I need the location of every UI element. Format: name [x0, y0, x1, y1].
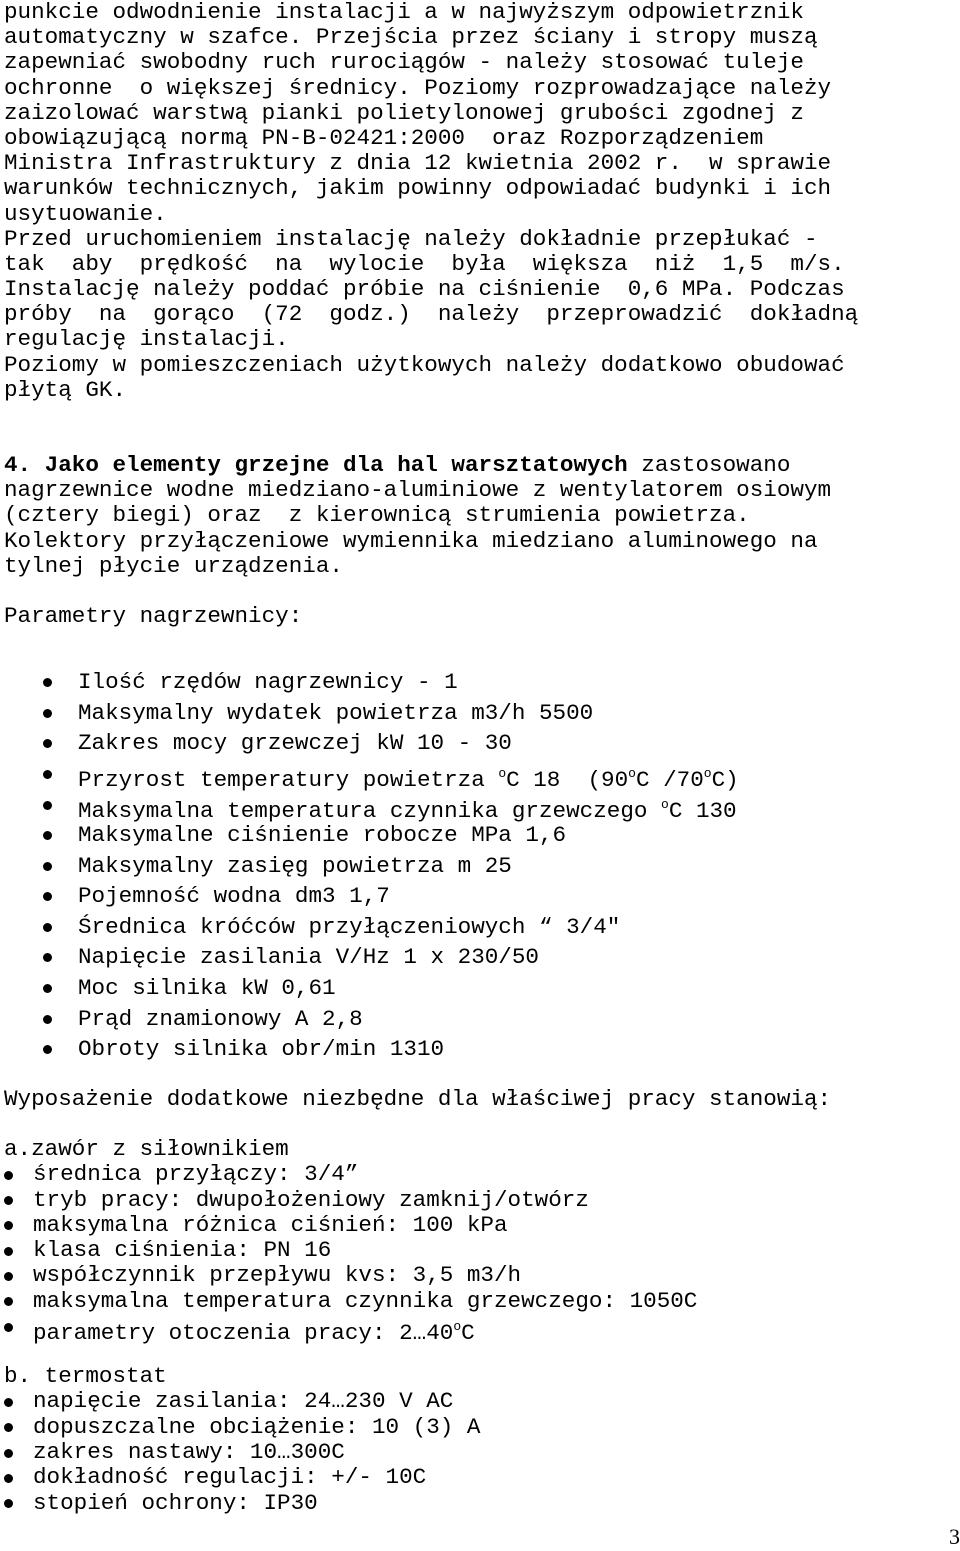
text-line: (cztery biegi) oraz z kierownicą strumienia powietrza. [4, 502, 750, 529]
params-list [4, 667, 956, 1065]
list-item: zakres nastawy: 10…300C [4, 1440, 956, 1465]
bullet-icon [43, 709, 52, 718]
list-item: Obroty silnika obr/min 1310 [4, 1034, 956, 1065]
text-line: tylnej płycie urządzenia. [4, 552, 343, 579]
list-item: maksymalna temperatura czynnika grzewczego: 1050C [4, 1289, 956, 1314]
text-line: warunków technicznych, jakim powinny odpowiadać budynki i ich [4, 175, 832, 202]
list-item: Zakres mocy grzewczej kW 10 - 30 [4, 728, 956, 759]
intro-paragraph [4, 0, 956, 403]
list-item: napięcie zasilania: 24…230 V AC [4, 1389, 956, 1414]
bullet-icon [43, 770, 52, 779]
bullet-icon [43, 831, 52, 840]
section-4-heading-line [4, 453, 956, 478]
equipment-heading: Wyposażenie dodatkowe niezbędne dla właściwej pracy stanowią: [4, 1085, 832, 1112]
bullet-icon [4, 1272, 13, 1281]
bullet-icon [43, 923, 52, 932]
thermostat-title: b. termostat [4, 1363, 167, 1390]
bullet-icon [4, 1323, 13, 1332]
bullet-icon [43, 1015, 52, 1024]
section-4 [4, 453, 956, 579]
list-item: Maksymalna temperatura czynnika grzewczego $^o$C 130 [4, 790, 956, 821]
text-line: płytą GK. [4, 376, 127, 403]
list-item: Przyrost temperatury powietrza $^o$C 18 (90$^o$C /70$^o$C) [4, 759, 956, 790]
document-page [4, 0, 956, 1516]
bullet-icon [4, 1221, 13, 1230]
text-line: zaizolować warstwą pianki polietylonowej grubości zgodnej z [4, 99, 804, 126]
text-line: punkcie odwodnienie instalacji a w najwyższym odpowietrznik [4, 0, 804, 25]
text-line: Ministra Infrastruktury z dnia 12 kwietnia 2002 r. w sprawie [4, 150, 832, 177]
bullet-icon [4, 1398, 13, 1407]
bullet-icon [4, 1297, 13, 1306]
text-line: Przed uruchomieniem instalację należy dokładnie przepłukać - [4, 225, 818, 252]
list-item: Napięcie zasilania V/Hz 1 x 230/50 [4, 942, 956, 973]
list-item: dopuszczalne obciążenie: 10 (3) A [4, 1415, 956, 1440]
list-item: Ilość rzędów nagrzewnicy - 1 [4, 667, 956, 698]
bullet-icon [43, 801, 52, 810]
bullet-icon [4, 1449, 13, 1458]
list-item: dokładność regulacji: +/- 10C [4, 1465, 956, 1490]
list-item: Maksymalne ciśnienie robocze MPa 1,6 [4, 820, 956, 851]
bullet-icon [4, 1171, 13, 1180]
list-item: Średnica króćców przyłączeniowych “ 3/4" [4, 912, 956, 943]
params-heading: Parametry nagrzewnicy: [4, 602, 303, 629]
text-line: Poziomy w pomieszczeniach użytkowych należy dodatkowo obudować [4, 351, 845, 378]
valve-title: a.zawór z siłownikiem [4, 1136, 289, 1163]
text-line: regulację instalacji. [4, 326, 289, 353]
list-item: maksymalna różnica ciśnień: 100 kPa [4, 1213, 956, 1238]
text-line: automatyczny w szafce. Przejścia przez ściany i stropy muszą [4, 24, 818, 51]
list-item: Maksymalny wydatek powietrza m3/h 5500 [4, 698, 956, 729]
text-line: ochronne o większej średnicy. Poziomy rozprowadzające należy [4, 74, 832, 101]
page-number: 3 [949, 1524, 960, 1549]
list-item: klasa ciśnienia: PN 16 [4, 1238, 956, 1263]
text-line: Kolektory przyłączeniowe wymiennika miedziano aluminowego na [4, 527, 818, 554]
text-line: zapewniać swobodny ruch rurociągów - należy stosować tuleje [4, 49, 804, 76]
bullet-icon [43, 953, 52, 962]
bullet-icon [43, 1045, 52, 1054]
list-item: stopień ochrony: IP30 [4, 1491, 956, 1516]
bullet-icon [4, 1499, 13, 1508]
bullet-icon [4, 1474, 13, 1483]
bullet-icon [43, 678, 52, 687]
text-line: nagrzewnice wodne miedziano-aluminiowe z wentylatorem osiowym [4, 477, 832, 504]
bullet-icon [43, 739, 52, 748]
bullet-icon [4, 1247, 13, 1256]
bullet-icon [4, 1423, 13, 1432]
list-item: Prąd znamionowy A 2,8 [4, 1004, 956, 1035]
bullet-icon [43, 892, 52, 901]
list-item: Maksymalny zasięg powietrza m 25 [4, 851, 956, 882]
section-4-heading: 4. Jako elementy grzejne dla hal warsztatowych [4, 452, 628, 478]
text-line: usytuowanie. [4, 200, 167, 227]
bullet-icon [43, 984, 52, 993]
thermostat-list [4, 1389, 956, 1515]
text-line: Instalację należy poddać próbie na ciśnienie 0,6 MPa. Podczas [4, 276, 845, 303]
valve-list [4, 1161, 956, 1346]
text-line: próby na gorąco (72 godz.) należy przeprowadzić dokładną [4, 301, 859, 328]
list-item: średnica przyłączy: 3/4” [4, 1162, 956, 1187]
list-item: współczynnik przepływu kvs: 3,5 m3/h [4, 1263, 956, 1288]
list-item: Moc silnika kW 0,61 [4, 973, 956, 1004]
section-4-heading-rest: zastosowano [627, 452, 791, 478]
text-line: tak aby prędkość na wylocie była większa niż 1,5 m/s. [4, 250, 845, 277]
list-item: tryb pracy: dwupołożeniowy zamknij/otwórz [4, 1188, 956, 1213]
list-item: Pojemność wodna dm3 1,7 [4, 881, 956, 912]
list-item: parametry otoczenia pracy: 2…40$^o$C [4, 1314, 956, 1339]
text-line: obowiązującą normą PN-B-02421:2000 oraz Rozporządzeniem [4, 124, 764, 151]
bullet-icon [4, 1196, 13, 1205]
bullet-icon [43, 862, 52, 871]
